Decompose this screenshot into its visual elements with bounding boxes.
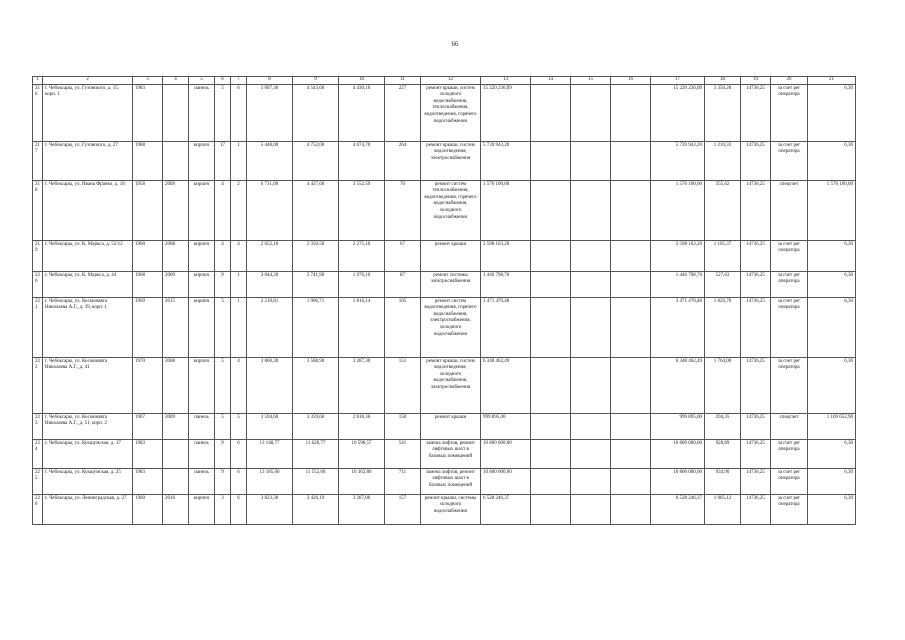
table-cell-n: 221 bbox=[33, 297, 43, 357]
table-cell-c9: 2 350,50 bbox=[293, 240, 339, 271]
table-row bbox=[33, 413, 856, 439]
table-cell-n: 222 bbox=[33, 357, 43, 413]
table-cell-c13: 5 739 943,20 bbox=[481, 141, 531, 180]
table-cell-c20: за счет рег оператора bbox=[771, 297, 808, 357]
table-row bbox=[33, 84, 856, 141]
table-cell-c8: 13 148,77 bbox=[247, 439, 293, 468]
table-cell-c8: 6 731,00 bbox=[247, 180, 293, 240]
table-cell-c16 bbox=[611, 357, 651, 413]
table-cell-c9: 1 906,71 bbox=[293, 297, 339, 357]
table-cell-addr: г. Чебоксары, ул. К. Маркса, д. 44 bbox=[43, 271, 133, 297]
page-number: 66 bbox=[451, 40, 459, 48]
table-cell-c16 bbox=[611, 240, 651, 271]
table-cell-c17: 1 576 100,00 bbox=[651, 180, 705, 240]
table-cell-c5: кирпич bbox=[189, 494, 215, 524]
table-cell-c20: за счет рег оператора bbox=[771, 468, 808, 494]
table-cell-c14 bbox=[531, 240, 571, 271]
table-cell-c15 bbox=[571, 297, 611, 357]
table-cell-n: 218 bbox=[33, 180, 43, 240]
table-cell-c18: 928,89 bbox=[705, 439, 741, 468]
table-row bbox=[33, 141, 856, 180]
table-cell-c5: кирпич bbox=[189, 141, 215, 180]
table-cell-addr: г. Чебоксары, ул. Кукшумская, д. 25 bbox=[43, 468, 133, 494]
register-table bbox=[32, 76, 856, 525]
table-cell-c21: 6,30 bbox=[808, 357, 856, 413]
table-cell-c10: 10 362,80 bbox=[339, 468, 385, 494]
table-cell-c3: 1983 bbox=[133, 84, 163, 141]
table-cell-c6: 3 bbox=[215, 494, 231, 524]
table-cell-c4: 2015 bbox=[163, 297, 189, 357]
table-cell-n: 217 bbox=[33, 141, 43, 180]
table-cell-c18: 527,63 bbox=[705, 271, 741, 297]
table-cell-c20: за счет рег оператора bbox=[771, 271, 808, 297]
table-cell-c8: 3 823,30 bbox=[247, 494, 293, 524]
table-cell-c14 bbox=[531, 468, 571, 494]
table-cell-c12: замена лифтов, ремонт лифтовых шахт в базовых помещений bbox=[421, 439, 481, 468]
table-cell-c21: 6,30 bbox=[808, 439, 856, 468]
table-cell-n: 225 bbox=[33, 468, 43, 494]
header-cell: 11 bbox=[385, 77, 421, 85]
table-cell-c14 bbox=[531, 84, 571, 141]
table-cell-c9: 3 359,60 bbox=[293, 413, 339, 439]
table-cell-c6: 9 bbox=[215, 271, 231, 297]
table-cell-c7: 4 bbox=[231, 357, 247, 413]
table-row bbox=[33, 180, 856, 240]
table-cell-c13: 6 348 462,49 bbox=[481, 357, 531, 413]
table-cell-addr: г. Чебоксары, ул. Гузовского, д. 15, корп. 1 bbox=[43, 84, 133, 141]
table-cell-c8: 2 210,81 bbox=[247, 297, 293, 357]
table-row bbox=[33, 271, 856, 297]
header-cell: 7 bbox=[231, 77, 247, 85]
table-cell-c19: 14736,25 bbox=[741, 141, 771, 180]
header-cell: 5 bbox=[189, 77, 215, 85]
header-cell: 15 bbox=[571, 77, 611, 85]
table-cell-c20: спецсчет bbox=[771, 413, 808, 439]
table-cell-c16 bbox=[611, 297, 651, 357]
table-cell-c7: 1 bbox=[231, 271, 247, 297]
table-cell-c16 bbox=[611, 141, 651, 180]
table-cell-c7: 4 bbox=[231, 240, 247, 271]
table-cell-c21: 6,30 bbox=[808, 240, 856, 271]
header-cell: 14 bbox=[531, 77, 571, 85]
table-cell-c6: 4 bbox=[215, 180, 231, 240]
table-cell-c17: 15 220 236,09 bbox=[651, 84, 705, 141]
table-cell-c5: панель bbox=[189, 413, 215, 439]
table-cell-c12: ремонт систем теплоснабжения, водоотведения, горячего водоснабжения, холодного водоснабжения bbox=[421, 180, 481, 240]
table-cell-c19: 14736,25 bbox=[741, 413, 771, 439]
table-cell-c6: 9 bbox=[215, 468, 231, 494]
table-cell-c15 bbox=[571, 180, 611, 240]
table-row bbox=[33, 439, 856, 468]
table-cell-c3: 1967 bbox=[133, 413, 163, 439]
table-cell-c9: 3 426,19 bbox=[293, 494, 339, 524]
table-cell-c9: 2 741,90 bbox=[293, 271, 339, 297]
table-cell-c13: 15 220 236,09 bbox=[481, 84, 531, 141]
table-cell-c10: 10 598,57 bbox=[339, 439, 385, 468]
table-cell-c20: за счет рег оператора bbox=[771, 240, 808, 271]
table-cell-c18: 934,90 bbox=[705, 468, 741, 494]
table-cell-c11: 87 bbox=[385, 271, 421, 297]
table-cell-c10: 3 552,59 bbox=[339, 180, 385, 240]
table-cell-c21: 6,30 bbox=[808, 271, 856, 297]
table-cell-c15 bbox=[571, 141, 611, 180]
table-cell-c11: 541 bbox=[385, 439, 421, 468]
table-cell-c10: 2 275,10 bbox=[339, 240, 385, 271]
table-cell-addr: г. Чебоксары, ул. Космонавта Николаева А.Г., д. 41 bbox=[43, 357, 133, 413]
header-cell: 6 bbox=[215, 77, 231, 85]
table-cell-c5: панель bbox=[189, 468, 215, 494]
table-cell-c21: 6,30 bbox=[808, 468, 856, 494]
table-row bbox=[33, 357, 856, 413]
table-cell-c11: 70 bbox=[385, 180, 421, 240]
header-cell: 1 bbox=[33, 77, 43, 85]
table-cell-c14 bbox=[531, 413, 571, 439]
table-cell-c9: 11 552,00 bbox=[293, 468, 339, 494]
table-cell-c8: 5 007,30 bbox=[247, 84, 293, 141]
table-row bbox=[33, 494, 856, 524]
table-cell-c12: ремонт крыши, систем холодного водоснабжения, теплоснабжения, водоотведения, горячего водоснабжения bbox=[421, 84, 481, 141]
table-cell-c5: кирпич bbox=[189, 180, 215, 240]
table-cell-c5: кирпич bbox=[189, 357, 215, 413]
table-cell-c13: 1 576 100,00 bbox=[481, 180, 531, 240]
table-cell-c9: 11 628,77 bbox=[293, 439, 339, 468]
table-cell-c17: 3 471 470,48 bbox=[651, 297, 705, 357]
table-cell-c3: 1969 bbox=[133, 297, 163, 357]
header-cell: 20 bbox=[771, 77, 808, 85]
table-cell-c13: 1 446 798,76 bbox=[481, 271, 531, 297]
table-cell-c14 bbox=[531, 141, 571, 180]
table-cell-c16 bbox=[611, 468, 651, 494]
table-cell-n: 223 bbox=[33, 413, 43, 439]
table-cell-c4 bbox=[163, 439, 189, 468]
table-cell-c17: 10 800 000,00 bbox=[651, 468, 705, 494]
table-cell-c18: 1 210,33 bbox=[705, 141, 741, 180]
table-cell-c14 bbox=[531, 357, 571, 413]
table-cell-c7: 6 bbox=[231, 468, 247, 494]
table-cell-c16 bbox=[611, 413, 651, 439]
table-cell-c17: 6 348 462,49 bbox=[651, 357, 705, 413]
header-cell: 10 bbox=[339, 77, 385, 85]
table-cell-c3: 1958 bbox=[133, 180, 163, 240]
table-cell-c17: 5 739 943,20 bbox=[651, 141, 705, 180]
table-cell-c18: 1 764,00 bbox=[705, 357, 741, 413]
table-cell-c10: 4 674,70 bbox=[339, 141, 385, 180]
table-cell-c20: за счет рег оператора bbox=[771, 357, 808, 413]
table-cell-c11: 227 bbox=[385, 84, 421, 141]
table-cell-c5: кирпич bbox=[189, 297, 215, 357]
table-cell-c16 bbox=[611, 494, 651, 524]
table-cell-c6: 5 bbox=[215, 357, 231, 413]
table-cell-c12: ремонт крыши, системы холодного водоснабжения bbox=[421, 494, 481, 524]
table-cell-c10: 4 430,10 bbox=[339, 84, 385, 141]
table-cell-c20: за счет рег оператора bbox=[771, 84, 808, 141]
table-cell-c4 bbox=[163, 468, 189, 494]
table-cell-n: 219 bbox=[33, 240, 43, 271]
table-cell-n: 226 bbox=[33, 494, 43, 524]
table-cell-c4: 2008 bbox=[163, 357, 189, 413]
table-cell-c19: 14736,25 bbox=[741, 468, 771, 494]
header-cell: 3 bbox=[133, 77, 163, 85]
table-cell-c7: 1 bbox=[231, 141, 247, 180]
table-cell-addr: г. Чебоксары, ул. Кукшумская, д. 17 bbox=[43, 439, 133, 468]
table-row bbox=[33, 468, 856, 494]
table-cell-c13: 6 528 246,37 bbox=[481, 494, 531, 524]
table-cell-c20: спецсчет bbox=[771, 180, 808, 240]
table-cell-c19: 14736,25 bbox=[741, 357, 771, 413]
header-cell: 12 bbox=[421, 77, 481, 85]
table-cell-c6: 9 bbox=[215, 439, 231, 468]
table-cell-c9: 3 508,90 bbox=[293, 357, 339, 413]
table-cell-c4: 2008 bbox=[163, 240, 189, 271]
table-cell-c11: 264 bbox=[385, 141, 421, 180]
table-cell-c8: 13 185,00 bbox=[247, 468, 293, 494]
table-cell-c6: 5 bbox=[215, 297, 231, 357]
table-cell-n: 224 bbox=[33, 439, 43, 468]
table-cell-c19: 14736,25 bbox=[741, 271, 771, 297]
table-cell-c7: 6 bbox=[231, 84, 247, 141]
table-cell-c21: 6,30 bbox=[808, 297, 856, 357]
table-cell-c7: 6 bbox=[231, 494, 247, 524]
table-cell-c16 bbox=[611, 271, 651, 297]
table-cell-c8: 3 594,60 bbox=[247, 413, 293, 439]
table-row bbox=[33, 297, 856, 357]
header-cell: 9 bbox=[293, 77, 339, 85]
table-cell-addr: г. Чебоксары, ул. Ивана Франко, д. 18 bbox=[43, 180, 133, 240]
table-cell-c9: 4 437,60 bbox=[293, 180, 339, 240]
table-cell-c4: 2009 bbox=[163, 180, 189, 240]
table-cell-c16 bbox=[611, 180, 651, 240]
table-cell-c7: 5 bbox=[231, 413, 247, 439]
table-cell-c11: 157 bbox=[385, 494, 421, 524]
table-row bbox=[33, 240, 856, 271]
table-cell-c3: 1983 bbox=[133, 439, 163, 468]
table-cell-c18: 294,35 bbox=[705, 413, 741, 439]
table-cell-c4 bbox=[163, 141, 189, 180]
table-cell-c17: 999 895,00 bbox=[651, 413, 705, 439]
table-cell-c19: 14736,25 bbox=[741, 494, 771, 524]
table-cell-c20: за счет рег оператора bbox=[771, 141, 808, 180]
table-cell-c10: 3 267,00 bbox=[339, 494, 385, 524]
table-cell-c5: кирпич bbox=[189, 271, 215, 297]
table-cell-c7: 6 bbox=[231, 439, 247, 468]
table-cell-addr: г. Чебоксары, ул. Ленинградская, д. 27 bbox=[43, 494, 133, 524]
table-cell-c3: 1988 bbox=[133, 141, 163, 180]
table-cell-c3: 1983 bbox=[133, 468, 163, 494]
table-cell-c9: 4 752,00 bbox=[293, 141, 339, 180]
table-cell-c21: 6,30 bbox=[808, 84, 856, 141]
table-cell-c15 bbox=[571, 240, 611, 271]
table-cell-c3: 1960 bbox=[133, 240, 163, 271]
table-cell-c21: 1 169 652,90 bbox=[808, 413, 856, 439]
table-cell-c17: 10 800 000,00 bbox=[651, 439, 705, 468]
table-cell-addr: г. Чебоксары, ул. Космонавта Николаева А.Г., д. 51, корп. 2 bbox=[43, 413, 133, 439]
table-cell-c16 bbox=[611, 84, 651, 141]
table-cell-c19: 14736,25 bbox=[741, 439, 771, 468]
table-cell-c14 bbox=[531, 494, 571, 524]
table-cell-n: 220 bbox=[33, 271, 43, 297]
table-cell-c3: 1970 bbox=[133, 357, 163, 413]
table-cell-c13: 10 800 000,00 bbox=[481, 439, 531, 468]
table-cell-c18: 1 905,12 bbox=[705, 494, 741, 524]
table-cell-c15 bbox=[571, 468, 611, 494]
table-cell-c11: 105 bbox=[385, 297, 421, 357]
table-cell-c13: 3 471 470,48 bbox=[481, 297, 531, 357]
table-cell-c10: 3 287,30 bbox=[339, 357, 385, 413]
table-cell-c15 bbox=[571, 439, 611, 468]
table-cell-c6: 5 bbox=[215, 413, 231, 439]
table-cell-c5: панель bbox=[189, 439, 215, 468]
table-cell-c12: ремонт систем водоотведения, горячего водоснабжения, электроснабжения, холодного водоснабжения bbox=[421, 297, 481, 357]
table-cell-c10: 2 818,36 bbox=[339, 413, 385, 439]
table-cell-c6: 17 bbox=[215, 141, 231, 180]
table-cell-c20: за счет рег оператора bbox=[771, 439, 808, 468]
table-cell-c13: 2 598 163,20 bbox=[481, 240, 531, 271]
table-cell-c13: 999 895,00 bbox=[481, 413, 531, 439]
table-cell-c15 bbox=[571, 494, 611, 524]
table-cell-c3: 1968 bbox=[133, 271, 163, 297]
table-cell-c4: 2009 bbox=[163, 271, 189, 297]
table-cell-c14 bbox=[531, 439, 571, 468]
table-cell-c7: 2 bbox=[231, 180, 247, 240]
table-cell-c17: 2 598 163,20 bbox=[651, 240, 705, 271]
table-cell-c6: 4 bbox=[215, 240, 231, 271]
table-cell-c15 bbox=[571, 271, 611, 297]
table-cell-c4: 2009 bbox=[163, 413, 189, 439]
table-cell-c11: 150 bbox=[385, 413, 421, 439]
table-cell-c12: ремонт крыши bbox=[421, 240, 481, 271]
table-cell-addr: г. Чебоксары, ул. Гузовского, д. 27 bbox=[43, 141, 133, 180]
table-cell-c18: 1 105,37 bbox=[705, 240, 741, 271]
table-cell-c17: 1 446 798,76 bbox=[651, 271, 705, 297]
table-cell-c5: панель bbox=[189, 84, 215, 141]
table-cell-c10: 1 816,14 bbox=[339, 297, 385, 357]
table-cell-c14 bbox=[531, 271, 571, 297]
table-cell-c12: ремонт крыши bbox=[421, 413, 481, 439]
table-cell-c14 bbox=[531, 297, 571, 357]
table-cell-c12: замена лифтов, ремонт лифтовых шахт в базовых помещений bbox=[421, 468, 481, 494]
table-cell-c9: 4 543,60 bbox=[293, 84, 339, 141]
table-cell-c10: 1 976,10 bbox=[339, 271, 385, 297]
table-cell-c21: 1 576 100,00 bbox=[808, 180, 856, 240]
table-cell-c5: кирпич bbox=[189, 240, 215, 271]
table-cell-c3: 1960 bbox=[133, 494, 163, 524]
table-cell-c11: 151 bbox=[385, 357, 421, 413]
table-cell-c19: 14736,25 bbox=[741, 84, 771, 141]
table-cell-c8: 3 860,30 bbox=[247, 357, 293, 413]
table-cell-c21: 6,30 bbox=[808, 141, 856, 180]
table-cell-c8: 2 652,10 bbox=[247, 240, 293, 271]
table-cell-c7: 1 bbox=[231, 297, 247, 357]
table-cell-c18: 3 350,26 bbox=[705, 84, 741, 141]
header-cell: 19 bbox=[741, 77, 771, 85]
table-cell-c4: 2016 bbox=[163, 494, 189, 524]
header-cell: 21 bbox=[808, 77, 856, 85]
table-cell-c8: 3 044,20 bbox=[247, 271, 293, 297]
table-cell-c8: 5 448,00 bbox=[247, 141, 293, 180]
table-cell-c15 bbox=[571, 357, 611, 413]
table-cell-c19: 14736,25 bbox=[741, 240, 771, 271]
table-cell-c12: ремонт крыши, систем водоотведения, электроснабжения bbox=[421, 141, 481, 180]
table-cell-c18: 355,62 bbox=[705, 180, 741, 240]
table-cell-c14 bbox=[531, 180, 571, 240]
table-cell-n: 216 bbox=[33, 84, 43, 141]
header-cell: 18 bbox=[705, 77, 741, 85]
table-cell-c6: 5 bbox=[215, 84, 231, 141]
table-cell-c12: ремонт системы электроснабжения bbox=[421, 271, 481, 297]
table-cell-c18: 1 820,70 bbox=[705, 297, 741, 357]
table-cell-c15 bbox=[571, 84, 611, 141]
header-cell: 16 bbox=[611, 77, 651, 85]
table-cell-c17: 6 528 246,37 bbox=[651, 494, 705, 524]
table-cell-c20: за счет рег оператора bbox=[771, 494, 808, 524]
header-row bbox=[33, 77, 856, 85]
table-cell-c12: ремонт крыши, систем водоотведения, холодного водоснабжения, электроснабжения bbox=[421, 357, 481, 413]
table-cell-c16 bbox=[611, 439, 651, 468]
table-cell-addr: г. Чебоксары, ул. К. Маркса, д. 52/12 bbox=[43, 240, 133, 271]
header-cell: 17 bbox=[651, 77, 705, 85]
header-cell: 13 bbox=[481, 77, 531, 85]
header-cell: 4 bbox=[163, 77, 189, 85]
table-cell-c11: 711 bbox=[385, 468, 421, 494]
table-cell-c19: 14736,25 bbox=[741, 180, 771, 240]
table-cell-c21: 6,30 bbox=[808, 494, 856, 524]
table-cell-c19: 14736,25 bbox=[741, 297, 771, 357]
table-cell-c15 bbox=[571, 413, 611, 439]
table-cell-c11: 67 bbox=[385, 240, 421, 271]
header-cell: 2 bbox=[43, 77, 133, 85]
table-cell-addr: г. Чебоксары, ул. Космонавта Николаева А.Г., д. 39, корп. 1 bbox=[43, 297, 133, 357]
header-cell: 8 bbox=[247, 77, 293, 85]
table-cell-c4 bbox=[163, 84, 189, 141]
table-cell-c13: 10 800 000,00 bbox=[481, 468, 531, 494]
